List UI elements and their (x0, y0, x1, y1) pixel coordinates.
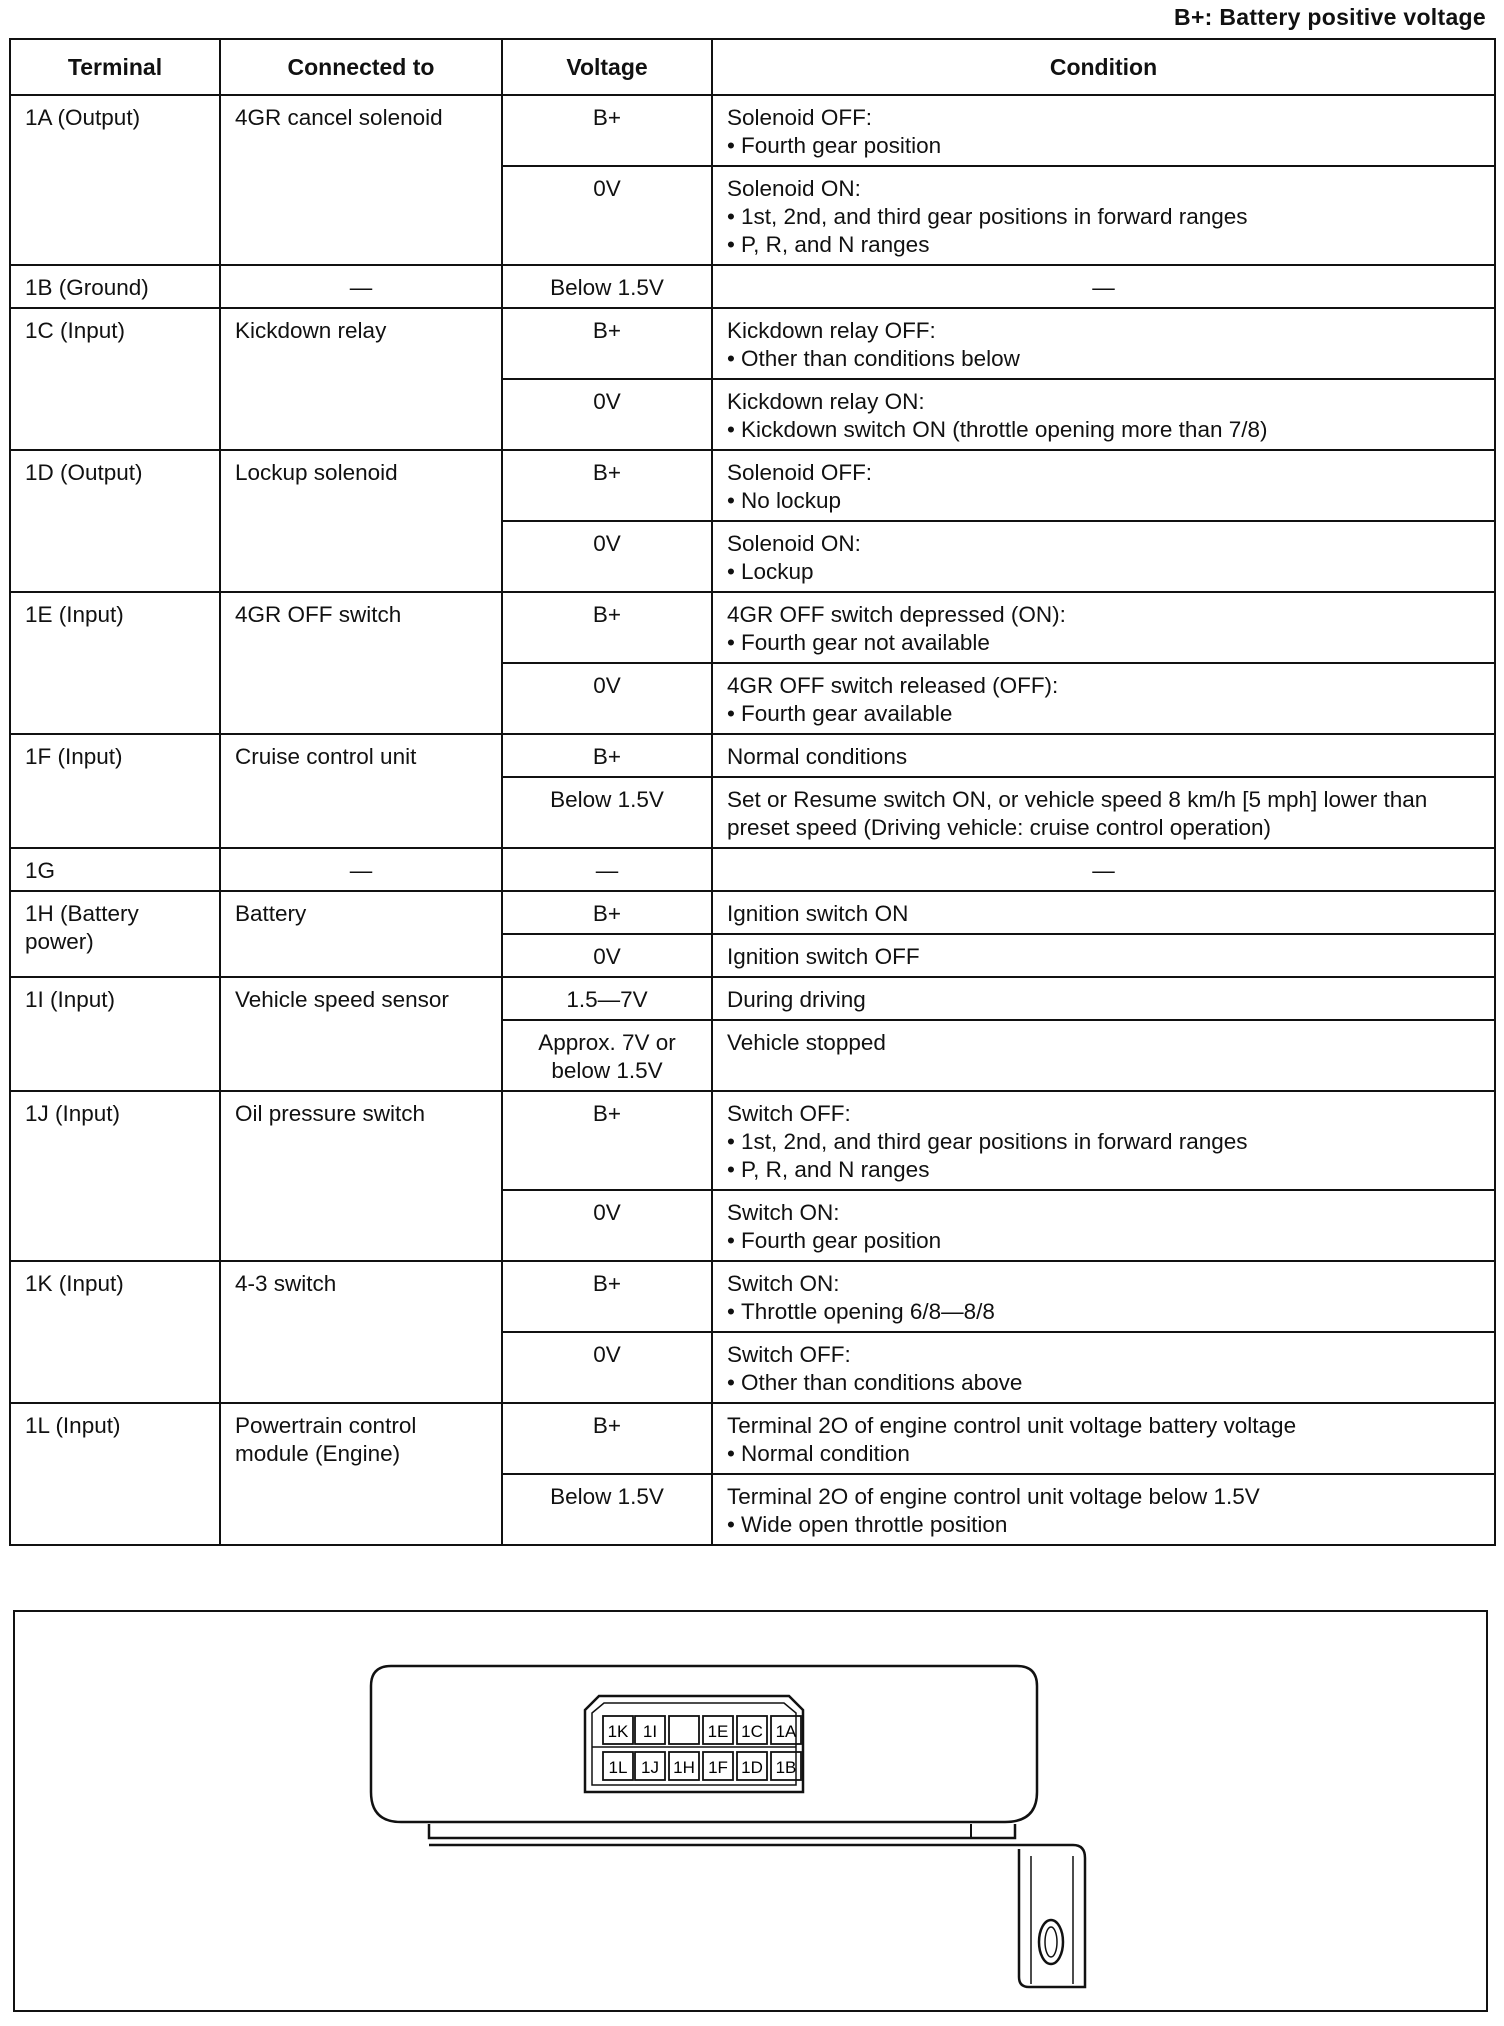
connected-to-text: Vehicle speed sensor (235, 987, 449, 1012)
condition-line: Solenoid OFF: (727, 460, 873, 485)
table-row (10, 95, 1495, 166)
condition-line: Vehicle stopped (727, 1030, 886, 1055)
condition-line: Switch OFF: (727, 1101, 851, 1126)
condition-line: • Fourth gear not available (727, 629, 1480, 657)
connected-to (220, 734, 502, 848)
table-row (10, 1261, 1495, 1332)
connector-pin-label: 1F (708, 1758, 728, 1777)
connected-to-text: — (349, 275, 373, 300)
condition-line: Solenoid ON: (727, 531, 861, 556)
voltage-value: 0V (502, 1190, 712, 1261)
voltage-value: B+ (502, 308, 712, 379)
connected-to-text: 4GR cancel solenoid (235, 105, 443, 130)
condition-cell (712, 450, 1495, 521)
condition-line: Terminal 2O of engine control unit voltage below 1.5V (727, 1484, 1260, 1509)
terminal-1d: 1D (Output) (10, 450, 220, 592)
condition-line: Solenoid OFF: (727, 105, 873, 130)
terminal-1b: 1B (Ground) (10, 265, 220, 308)
header-condition: Condition (712, 39, 1495, 95)
condition-line: Kickdown relay OFF: (727, 318, 936, 343)
condition-line: • 1st, 2nd, and third gear positions in forward ranges (727, 203, 1480, 231)
condition-line: Ignition switch OFF (727, 944, 920, 969)
terminal-1f: 1F (Input) (10, 734, 220, 848)
connected-to (220, 95, 502, 265)
connector-pin-label: 1J (641, 1758, 659, 1777)
condition-cell (712, 379, 1495, 450)
condition-cell (712, 734, 1495, 777)
condition-line: 4GR OFF switch released (OFF): (727, 673, 1059, 698)
voltage-value: 0V (502, 663, 712, 734)
condition-line: Switch ON: (727, 1271, 840, 1296)
condition-line: • Wide open throttle position (727, 1511, 1480, 1539)
condition-cell (712, 848, 1495, 891)
table-row (10, 977, 1495, 1020)
terminal-1h: 1H (Battery power) (10, 891, 220, 977)
voltage-value: B+ (502, 1091, 712, 1190)
table-header-row (10, 39, 1495, 95)
condition-cell (712, 1332, 1495, 1403)
condition-cell (712, 1091, 1495, 1190)
condition-cell (712, 1261, 1495, 1332)
condition-line: • No lockup (727, 487, 1480, 515)
connector-pin-label: 1E (707, 1722, 729, 1741)
voltage-value: — (502, 848, 712, 891)
condition-cell (712, 166, 1495, 265)
condition-line: • Fourth gear position (727, 132, 1480, 160)
connector-pin-label: 1D (741, 1758, 763, 1777)
terminal-1i: 1I (Input) (10, 977, 220, 1091)
header-terminal: Terminal (10, 39, 220, 95)
connector-pin-label: 1K (607, 1722, 629, 1741)
voltage-value: 0V (502, 1332, 712, 1403)
connected-to (220, 977, 502, 1091)
terminal-1g: 1G (10, 848, 220, 891)
condition-line: Solenoid ON: (727, 176, 861, 201)
condition-line: During driving (727, 987, 866, 1012)
condition-cell (712, 95, 1495, 166)
voltage-value: B+ (502, 95, 712, 166)
voltage-value: 0V (502, 521, 712, 592)
table-row (10, 592, 1495, 663)
voltage-value: B+ (502, 734, 712, 777)
terminal-1l: 1L (Input) (10, 1403, 220, 1545)
condition-line: • Other than conditions above (727, 1369, 1480, 1397)
condition-line: Normal conditions (727, 744, 908, 769)
condition-line: • P, R, and N ranges (727, 1156, 1480, 1184)
connected-to-text: 4-3 switch (235, 1271, 337, 1296)
table-row (10, 1091, 1495, 1190)
mounting-bracket (429, 1824, 1015, 1838)
connected-to-text: 4GR OFF switch (235, 602, 402, 627)
connected-to-text: Battery (235, 901, 307, 926)
condition-line: 4GR OFF switch depressed (ON): (727, 602, 1066, 627)
condition-cell (712, 1474, 1495, 1545)
condition-line: Kickdown relay ON: (727, 389, 925, 414)
terminal-voltage-table (9, 38, 1496, 1546)
connected-to (220, 1091, 502, 1261)
connector-drawing (15, 1612, 1490, 2014)
table-row (10, 450, 1495, 521)
condition-line: Switch ON: (727, 1200, 840, 1225)
connected-to-text: Powertrain control module (Engine) (235, 1413, 417, 1466)
condition-line: Set or Resume switch ON, or vehicle speed 8 km/h [5 mph] lower than preset speed (Driving vehicle: cruise control operation) (727, 787, 1434, 840)
voltage-value: Below 1.5V (502, 777, 712, 848)
header-connected-to: Connected to (220, 39, 502, 95)
connected-to-text: — (349, 858, 373, 883)
connector-pin-label: 1B (775, 1758, 797, 1777)
condition-cell (712, 663, 1495, 734)
voltage-value: B+ (502, 891, 712, 934)
condition-line: • Lockup (727, 558, 1480, 586)
condition-line: Ignition switch ON (727, 901, 909, 926)
connector-pin-label: 1A (775, 1722, 797, 1741)
condition-cell (712, 521, 1495, 592)
voltage-value: 0V (502, 166, 712, 265)
condition-line: — (1092, 275, 1115, 300)
connector-figure (13, 1610, 1488, 2012)
connected-to (220, 1403, 502, 1545)
condition-cell (712, 777, 1495, 848)
connected-to (220, 265, 502, 308)
condition-line: • 1st, 2nd, and third gear positions in forward ranges (727, 1128, 1480, 1156)
voltage-value: 0V (502, 934, 712, 977)
connected-to-text: Lockup solenoid (235, 460, 398, 485)
condition-line: Terminal 2O of engine control unit voltage battery voltage (727, 1413, 1297, 1438)
condition-line: • Kickdown switch ON (throttle opening more than 7/8) (727, 416, 1480, 444)
connected-to (220, 848, 502, 891)
connected-to-text: Kickdown relay (235, 318, 387, 343)
terminal-1k: 1K (Input) (10, 1261, 220, 1403)
condition-cell (712, 308, 1495, 379)
condition-cell (712, 265, 1495, 308)
condition-line: • Normal condition (727, 1440, 1480, 1468)
condition-cell (712, 934, 1495, 977)
connector-pin-label: 1L (608, 1758, 628, 1777)
terminal-1j: 1J (Input) (10, 1091, 220, 1261)
table-row (10, 1403, 1495, 1474)
voltage-value: B+ (502, 1403, 712, 1474)
terminal-1c: 1C (Input) (10, 308, 220, 450)
table-row (10, 848, 1495, 891)
voltage-value: Approx. 7V or below 1.5V (502, 1020, 712, 1091)
bracket-tab (1019, 1845, 1085, 1987)
connected-to (220, 450, 502, 592)
condition-line: • Throttle opening 6/8—8/8 (727, 1298, 1480, 1326)
voltage-value: B+ (502, 592, 712, 663)
terminal-1e: 1E (Input) (10, 592, 220, 734)
voltage-value: 0V (502, 379, 712, 450)
legend-note: B+: Battery positive voltage (1174, 4, 1486, 30)
table-row (10, 891, 1495, 934)
voltage-value: Below 1.5V (502, 265, 712, 308)
connected-to-text: Oil pressure switch (235, 1101, 426, 1126)
connected-to (220, 308, 502, 450)
terminal-1a: 1A (Output) (10, 95, 220, 265)
condition-line: • P, R, and N ranges (727, 231, 1480, 259)
condition-line: • Fourth gear available (727, 700, 1480, 728)
connected-to (220, 891, 502, 977)
condition-cell (712, 1020, 1495, 1091)
voltage-value: 1.5—7V (502, 977, 712, 1020)
condition-cell (712, 977, 1495, 1020)
connected-to-text: Cruise control unit (235, 744, 417, 769)
table-row (10, 734, 1495, 777)
condition-cell (712, 1403, 1495, 1474)
condition-line: • Fourth gear position (727, 1227, 1480, 1255)
voltage-value: B+ (502, 1261, 712, 1332)
table-row (10, 265, 1495, 308)
connected-to (220, 1261, 502, 1403)
condition-line: Switch OFF: (727, 1342, 851, 1367)
connector-pin-label: 1H (673, 1758, 695, 1777)
voltage-value: Below 1.5V (502, 1474, 712, 1545)
condition-cell (712, 592, 1495, 663)
connector-pin-cavity (669, 1716, 699, 1744)
connector-pin-label: 1C (741, 1722, 763, 1741)
condition-line: — (1092, 858, 1115, 883)
table-row (10, 308, 1495, 379)
condition-cell (712, 891, 1495, 934)
voltage-value: B+ (502, 450, 712, 521)
connected-to (220, 592, 502, 734)
condition-cell (712, 1190, 1495, 1261)
connector-pin-label: 1I (642, 1722, 658, 1741)
condition-line: • Other than conditions below (727, 345, 1480, 373)
header-voltage: Voltage (502, 39, 712, 95)
